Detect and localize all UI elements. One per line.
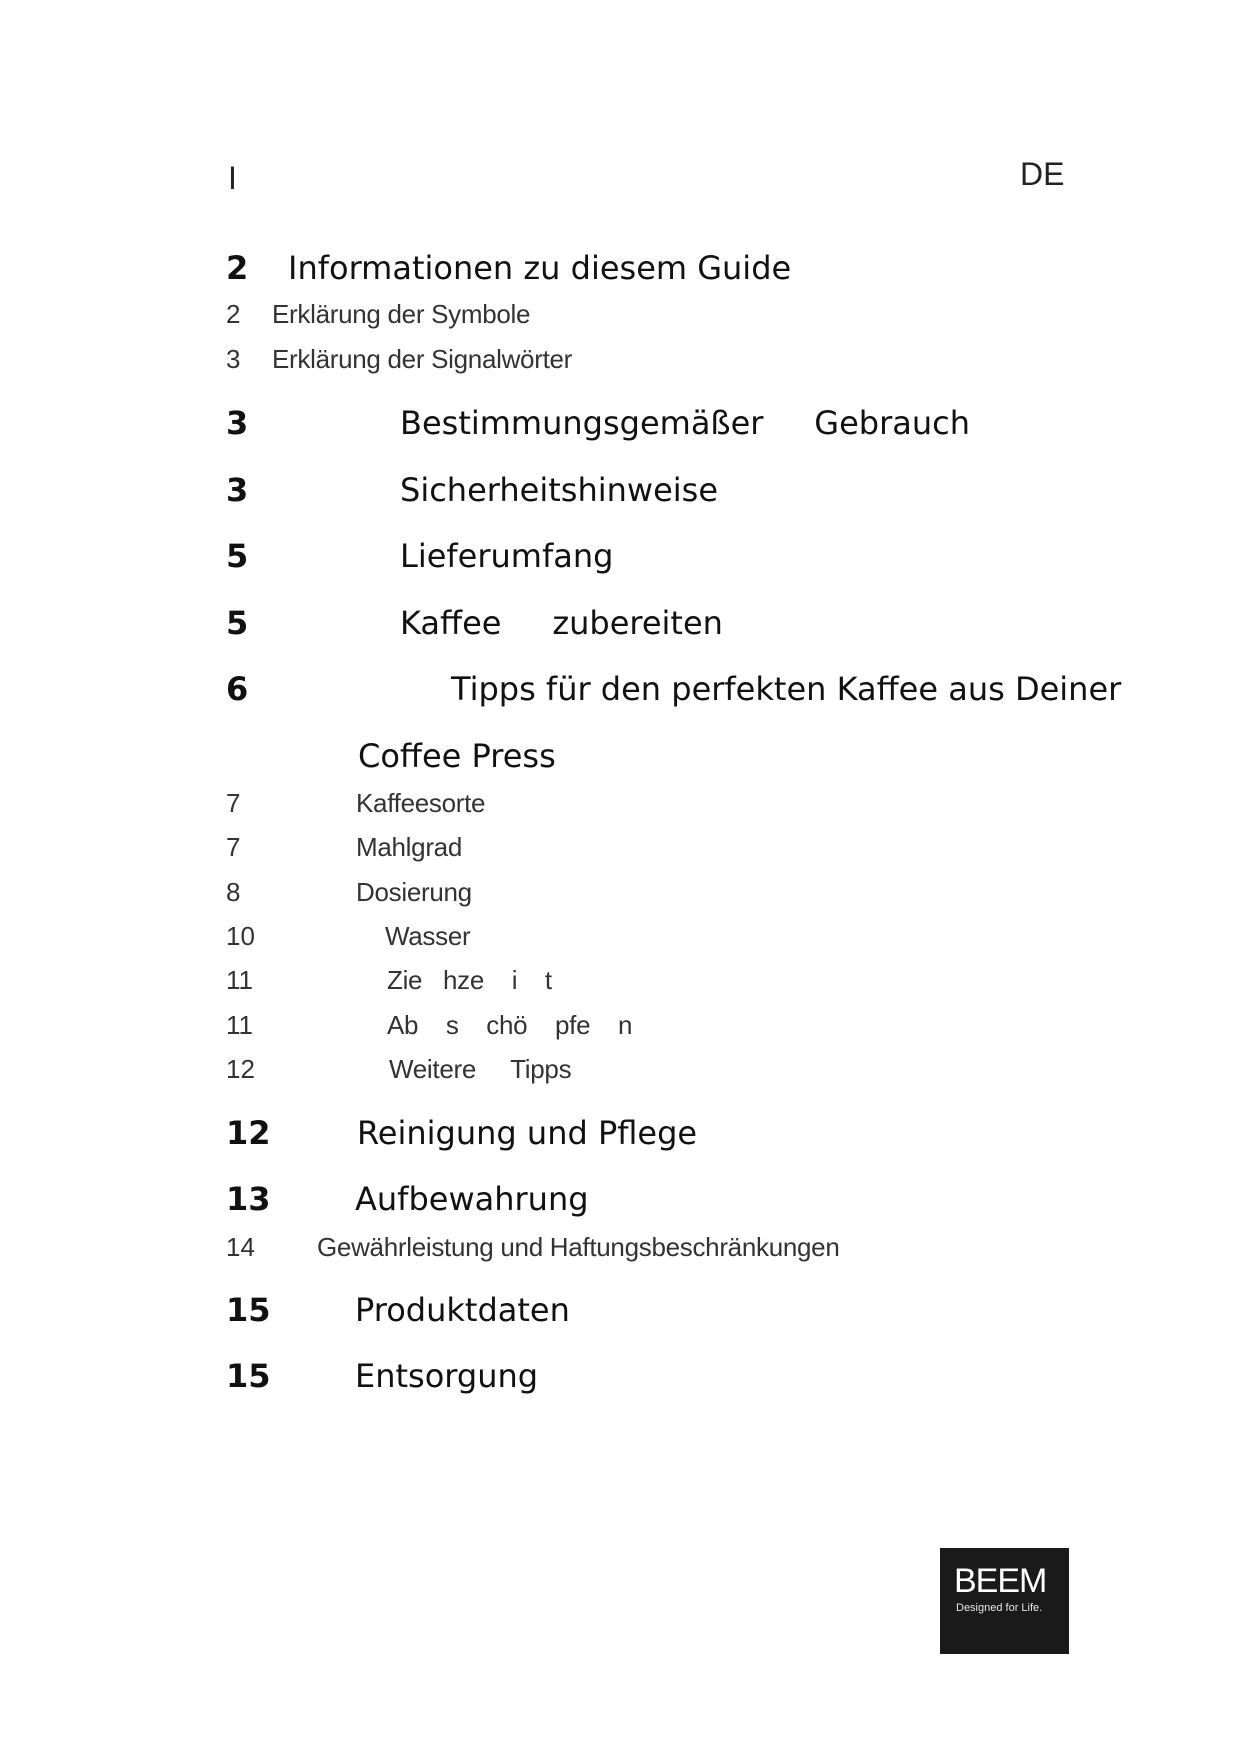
toc-page-number: 5 — [226, 604, 249, 642]
toc-subheading[interactable]: Erklärung der Symbole — [272, 299, 531, 329]
toc-page-number: 11 — [226, 965, 253, 995]
toc-page-number: 10 — [226, 921, 255, 951]
toc-page-number: 8 — [226, 877, 241, 907]
toc-heading[interactable]: Sicherheitshinweise — [400, 471, 718, 509]
language-code: DE — [1020, 156, 1065, 192]
toc-page-number: 3 — [226, 344, 241, 374]
toc-heading[interactable]: Kaffee zubereiten — [400, 604, 723, 642]
toc-heading[interactable]: Informationen zu diesem Guide — [288, 249, 792, 287]
toc-heading[interactable]: Produktdaten — [355, 1291, 570, 1329]
logo-tagline: Designed for Life. — [956, 1602, 1043, 1614]
toc-heading[interactable]: Entsorgung — [355, 1357, 539, 1395]
toc-subheading[interactable]: Ab s chö pfe n — [387, 1010, 633, 1040]
page-number: I — [228, 160, 237, 196]
toc-subheading[interactable]: Wasser — [385, 921, 471, 951]
beem-logo — [940, 1548, 1069, 1654]
toc-heading[interactable]: Reinigung und Pflege — [357, 1114, 698, 1152]
toc-heading[interactable]: Bestimmungsgemäßer Gebrauch — [400, 404, 970, 442]
toc-page-number: 2 — [226, 299, 241, 329]
toc-page-number: 3 — [226, 471, 249, 509]
toc-page-number: 6 — [226, 670, 249, 708]
toc-page-number: 15 — [226, 1357, 271, 1395]
toc-page-number: 7 — [226, 788, 241, 818]
toc-page-number: 13 — [226, 1180, 271, 1218]
toc-subheading[interactable]: Mahlgrad — [356, 832, 462, 862]
toc-page-number: 12 — [226, 1054, 255, 1084]
toc-page-number: 7 — [226, 832, 241, 862]
toc-page-number: 11 — [226, 1010, 253, 1040]
toc-subheading[interactable]: Dosierung — [356, 877, 472, 907]
toc-page-number: 15 — [226, 1291, 271, 1329]
toc-subheading[interactable]: Weitere Tipps — [389, 1054, 572, 1084]
toc-page-number: 5 — [226, 537, 249, 575]
toc-page-number: 14 — [226, 1232, 255, 1262]
toc-heading[interactable]: Tipps für den perfekten Kaffee aus Deiner — [451, 670, 1122, 708]
toc-subheading[interactable]: Kaffeesorte — [356, 788, 486, 818]
toc-page-number: 12 — [226, 1114, 271, 1152]
toc-page-number: 3 — [226, 404, 249, 442]
logo-wordmark: BEEM — [954, 1562, 1047, 1600]
toc-heading-continuation[interactable]: Coffee Press — [358, 737, 556, 775]
toc-subheading[interactable]: Gewährleistung und Haftungsbeschränkungen — [317, 1232, 840, 1262]
toc-heading[interactable]: Lieferumfang — [400, 537, 614, 575]
toc-subheading[interactable]: Erklärung der Signalwörter — [272, 344, 573, 374]
toc-subheading[interactable]: Zie hze i t — [387, 965, 552, 995]
toc-heading[interactable]: Aufbewahrung — [355, 1180, 589, 1218]
toc-page-number: 2 — [226, 249, 249, 287]
